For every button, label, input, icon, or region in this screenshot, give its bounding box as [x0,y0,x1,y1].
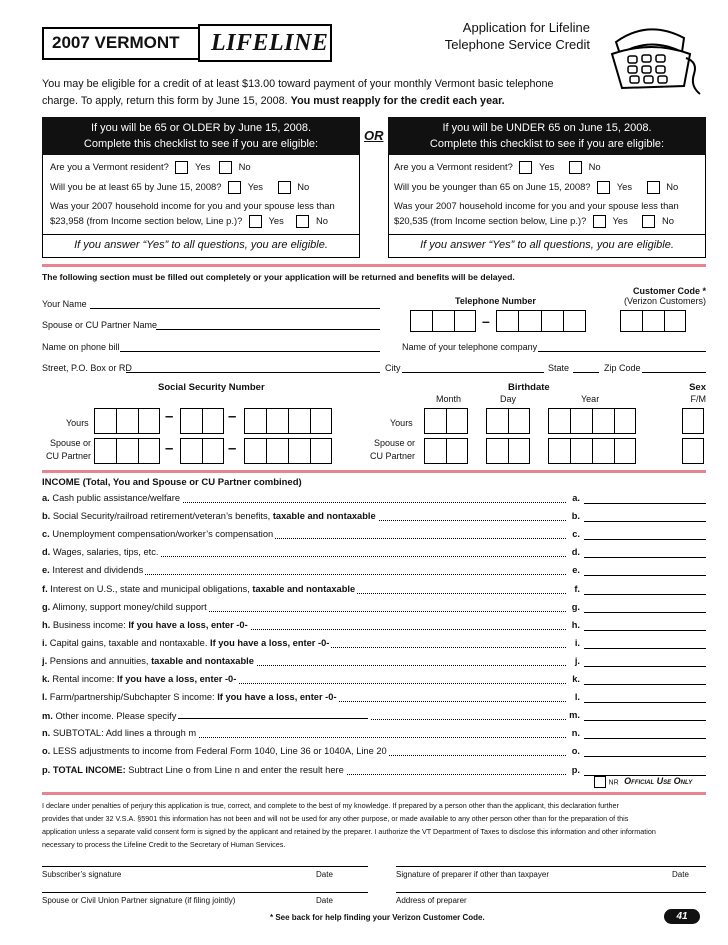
income-row-letter: k. [42,674,50,684]
cell-div [508,438,509,464]
income-row [42,547,706,565]
income-row-text: Unemployment compensation/worker’s compensation [52,529,274,540]
your-name-label: Your Name [42,299,87,309]
no-label: No [316,215,329,226]
income-row [42,584,706,602]
cell-div [446,408,447,434]
zip-field[interactable] [642,372,706,373]
company-label: Name of your telephone company [402,342,538,352]
cell-div [508,408,509,434]
cell-div [592,438,593,464]
income-row [42,565,706,583]
income-row-label [42,638,331,648]
cell-div [202,408,203,434]
right-q2 [394,181,678,194]
left-checklist-header [42,117,360,155]
subscriber-signature-field[interactable] [42,866,368,867]
no-label: No [238,161,251,172]
right-checklist-footer: If you answer “Yes” to all questions, you are eligible. [420,239,674,251]
left-q2 [50,181,309,194]
income-row-label [42,765,346,775]
income-row-letter: e. [42,565,50,576]
day-label: Day [500,394,517,404]
income-row-line-letter: f. [566,584,580,594]
cell-div [541,310,542,332]
income-row-letter: n. [42,728,51,739]
spouse-birth-label-2: CU Partner [370,451,416,461]
or-label: OR [364,128,384,143]
no-label: No [666,181,679,192]
income-row-label [42,728,198,738]
income-row-letter: h. [42,619,51,630]
yes-label: Yes [195,161,211,172]
income-row-label [42,529,275,539]
city-label: City [385,363,401,373]
income-row-bold-text: taxable and nontaxable [272,511,376,522]
intro-line2 [42,95,505,107]
left-q3b [50,215,328,228]
income-row-bold-text: taxable and nontaxable [151,655,254,666]
left-q1-text: Are you a Vermont resident? [50,161,169,172]
cell-div [432,310,433,332]
page-number: 41 [664,909,700,924]
income-amount-field[interactable] [584,630,706,631]
left-q2-text: Will you be at least 65 by June 15, 2008? [50,181,222,192]
no-label: No [297,181,310,192]
yes-label: Yes [612,215,628,226]
income-row-text: Subtract Line o from Line n and enter the result here [125,764,344,775]
income-row [42,656,706,674]
left-q1-no-checkbox[interactable] [219,161,232,174]
declaration-line: I declare under penalties of perjury this application is true, correct, and complete to the best of my knowledge. If prepared by a person other than the applicant, this declaration further [42,801,619,810]
section-separator [42,264,706,267]
spouse-signature-field[interactable] [42,892,368,893]
income-row-line-letter: k. [566,674,580,684]
income-amount-field[interactable] [584,648,706,649]
income-row [42,674,706,692]
no-label: No [588,161,601,172]
right-q3-no-checkbox[interactable] [642,215,655,228]
income-row [42,620,706,638]
spouse-birth-label-1: Spouse or [374,438,416,448]
customer-code-sub: (Verizon Customers) [623,296,706,306]
income-row-bold-text: TOTAL INCOME: [52,764,126,775]
income-row-line-letter: a. [566,493,580,503]
left-divider [42,234,360,235]
income-row-line-letter: b. [566,511,580,521]
declaration-line: application unless a separate valid consent form is signed by the applicant and retained by the preparer. I authorize the VT Department of Taxes to disclose this information and other information [42,827,656,836]
intro-reapply: You must reapply for the credit each year. [290,95,505,107]
yes-label: Yes [247,181,263,192]
left-checklist-footer: If you answer “Yes” to all questions, you are eligible. [74,239,328,251]
right-q3a: Was your 2007 household income for you and your spouse less than [394,200,679,211]
right-checklist-head1: If you will be UNDER 65 on June 15, 2008. [442,122,652,134]
income-row-line-letter: c. [566,529,580,539]
income-row-label [42,584,357,594]
right-q1-no-checkbox[interactable] [569,161,582,174]
income-row [42,710,706,728]
income-row-label [42,710,370,721]
income-amount-field[interactable] [584,521,706,522]
income-row-text: Farm/partnership/Subchapter S income: [49,692,218,703]
cell-div [570,438,571,464]
name-on-bill-field[interactable] [120,351,380,352]
right-q3b-text: $20,535 (from Income section below, Line p.)? [394,215,587,226]
cell-div [570,408,571,434]
income-amount-field[interactable] [584,666,706,667]
declaration [42,799,706,851]
preparer-signature-label: Signature of preparer if other than taxpayer [396,870,549,879]
income-row [42,638,706,656]
official-use [594,776,692,788]
cell-div [288,438,289,464]
income-row-text: SUBTOTAL: Add lines a through m [52,728,197,739]
income-row-letter: o. [42,746,51,757]
section-notice: The following section must be filled out completely or your application will be returned and benefits will be delayed. [42,272,515,282]
sex-sub-label: F/M [690,394,706,404]
income-row-letter: d. [42,547,51,558]
state-label: State [548,363,570,373]
ssn-label: Social Security Number [158,382,265,393]
cell-div [138,408,139,434]
yes-label: Yes [539,161,555,172]
street-label: Street, P.O. Box or RD [42,363,132,373]
yours-label: Yours [66,418,89,428]
cell-div [446,438,447,464]
yours-ssn-part1[interactable] [94,408,160,434]
right-divider [388,234,706,235]
income-row-letter: g. [42,601,51,612]
right-q1 [394,161,601,174]
left-q3-no-checkbox[interactable] [296,215,309,228]
yours-label-birth: Yours [390,418,413,428]
income-row-label [42,565,145,575]
cell-div [592,408,593,434]
left-q3b-text: $23,958 (from Income section below, Line p.)? [50,215,243,226]
sex-label: Sex [689,382,706,393]
cell-div [266,408,267,434]
income-row-label [42,547,160,557]
income-amount-field[interactable] [584,756,706,757]
lifeline-logo: LIFELINE [211,30,329,56]
income-row-letter: l. [42,692,48,703]
street-field[interactable] [126,372,380,373]
income-row-bold-text: taxable and nontaxable [252,583,356,594]
left-checklist-head2: Complete this checklist to see if you are eligible: [83,138,319,150]
income-row-text: Interest on U.S., state and municipal obligations, [50,583,253,594]
income-row-text: Cash public assistance/welfare [52,493,180,503]
section-separator [42,792,706,795]
spouse-sex-field[interactable] [682,438,704,464]
cell-div [664,310,665,332]
preparer-address-label: Address of preparer [396,896,467,905]
name-on-bill-label: Name on phone bill [42,342,120,352]
income-row-text: Pensions and annuities, [49,655,152,666]
left-checklist-head1: If you will be 65 or OLDER by June 15, 2008. [90,122,312,134]
telephone-number-label: Telephone Number [455,296,536,306]
income-row-letter: j. [42,655,48,666]
income-row-text: Interest and dividends [52,565,144,576]
income-row [42,746,706,764]
income-row-line-letter: j. [566,656,580,666]
cell-div [518,310,519,332]
company-field[interactable] [538,351,706,352]
left-q3-yes-checkbox[interactable] [249,215,262,228]
official-nr-label: NR [608,779,619,787]
right-q1-yes-checkbox[interactable] [519,161,532,174]
header-title-line1: Application for Lifeline [462,20,590,35]
cell-div [614,438,615,464]
right-q2-yes-checkbox[interactable] [597,181,610,194]
telephone-icon [598,14,708,104]
ssn-dash: – [165,440,174,457]
income-row [42,493,706,511]
left-q2-no-checkbox[interactable] [278,181,291,194]
income-row-label [42,602,209,612]
declaration-line: provides that under 32 V.S.A. §5901 this information has not been and will not be used for any other purpose, or made available to any other person other than for the preparation of this [42,814,629,823]
spouse-label-2: CU Partner [46,451,92,461]
official-use-label: Official Use Only [624,776,693,787]
income-amount-field[interactable] [584,594,706,595]
income-title: INCOME (Total, You and Spouse or CU Partner combined) [42,477,302,488]
cell-div [454,310,455,332]
left-q1-yes-checkbox[interactable] [175,161,188,174]
yes-label: Yes [616,181,633,192]
income-row-bold-text: If you have a loss, enter -0- [116,674,237,684]
cell-div [642,310,643,332]
income-row-text: LESS adjustments to income from Federal Form 1040, Line 36 or 1040A, Line 20 [52,746,387,757]
income-row-line-letter: h. [566,620,580,630]
preparer-address-field[interactable] [396,892,706,893]
income-row-label [42,692,339,702]
date-label: Date [316,896,333,905]
income-amount-field[interactable] [584,557,706,558]
income-row-text: Alimony, support money/child support [52,601,207,612]
city-field[interactable] [402,372,544,373]
phone-dash: – [482,313,490,329]
left-q1 [50,161,251,174]
income-row-label [42,746,389,756]
income-row [42,728,706,746]
left-q3a: Was your 2007 household income for you and your spouse less than [50,200,335,211]
official-nr-checkbox[interactable] [594,776,606,788]
your-name-field[interactable] [90,308,380,309]
header-year-state: 2007 VERMONT [52,33,180,52]
other-income-specify-field[interactable] [178,710,368,719]
income-amount-field[interactable] [584,720,706,721]
yours-sex-field[interactable] [682,408,704,434]
income-row-text: Business income: [52,619,129,630]
cell-div [116,438,117,464]
spouse-name-field[interactable] [156,329,380,330]
income-amount-field[interactable] [584,684,706,685]
income-row-label [42,674,238,684]
birthdate-label: Birthdate [508,382,550,393]
intro-deadline: charge. To apply, return this form by June 15, 2008. [42,95,288,107]
cell-div [266,438,267,464]
income-row-line-letter: d. [566,547,580,557]
income-row-line-letter: g. [566,602,580,612]
date-label: Date [316,870,333,879]
phone-area-code[interactable] [410,310,476,332]
right-q3b [394,215,674,228]
income-row [42,511,706,529]
income-row-label [42,511,378,521]
cell-div [138,438,139,464]
income-row-letter: m. [42,711,53,722]
income-row-line-letter: m. [566,710,580,720]
left-q2-yes-checkbox[interactable] [228,181,241,194]
income-row-letter: a. [42,493,50,503]
footnote: * See back for help finding your Verizon Customer Code. [270,913,485,922]
right-checklist-head2: Complete this checklist to see if you are eligible: [429,138,665,150]
section-separator [42,470,706,473]
yes-label: Yes [268,215,284,226]
preparer-signature-field[interactable] [396,866,706,867]
year-label: Year [581,394,600,404]
right-q2-text: Will you be younger than 65 on June 15, 2008? [394,181,591,192]
income-row-bold-text: If you have a loss, enter -0- [210,637,330,648]
income-row-line-letter: p. [566,765,580,775]
income-row-label [42,620,250,630]
income-row-letter: c. [42,529,50,540]
spouse-ssn-part1[interactable] [94,438,160,464]
income-row-text: Capital gains, taxable and nontaxable. [49,637,210,648]
cell-div [310,408,311,434]
customer-code-label: Customer Code * [632,286,706,296]
income-amount-field[interactable] [584,612,706,613]
right-q2-no-checkbox[interactable] [647,181,660,194]
cell-div [563,310,564,332]
income-row-letter: p. [42,764,51,775]
income-amount-field[interactable] [584,702,706,703]
no-label: No [662,215,675,226]
income-row-text: Wages, salaries, tips, etc. [52,547,159,558]
ssn-dash: – [165,408,174,425]
customer-code-field[interactable] [620,310,686,332]
income-row-letter: i. [42,637,48,648]
income-row-line-letter: i. [566,638,580,648]
intro-line1: You may be eligible for a credit of at least $13.00 toward payment of your monthly Vermont basic telephone [42,78,554,90]
income-row-line-letter: l. [566,692,580,702]
income-row-line-letter: n. [566,728,580,738]
right-q3-yes-checkbox[interactable] [593,215,606,228]
zip-label: Zip Code [604,363,641,373]
income-row-letter: b. [42,511,51,522]
income-amount-field[interactable] [584,738,706,739]
date-label: Date [672,870,689,879]
income-row-bold-text: If you have a loss, enter -0- [128,619,248,630]
income-row-bold-text: If you have a loss, enter -0- [217,692,337,703]
income-row-label [42,493,182,503]
income-amount-field[interactable] [584,539,706,540]
declaration-line: necessary to process the Lifeline Credit to the Secretary of Human Services. [42,840,286,849]
income-row-label [42,656,256,666]
income-row [42,692,706,710]
income-amount-field[interactable] [584,575,706,576]
income-row-line-letter: e. [566,565,580,575]
cell-div [116,408,117,434]
cell-div [288,408,289,434]
month-label: Month [436,394,462,404]
income-row-text: Social Security/railroad retirement/veteran’s benefits, [52,511,273,522]
cell-div [202,438,203,464]
cell-div [310,438,311,464]
income-row [42,529,706,547]
state-field[interactable] [573,372,599,373]
subscriber-signature-label: Subscriber’s signature [42,870,122,879]
income-row-letter: f. [42,583,48,594]
income-row-line-letter: o. [566,746,580,756]
cell-div [614,408,615,434]
spouse-label-1: Spouse or [50,438,92,448]
right-checklist-header [388,117,706,155]
income-row [42,602,706,620]
ssn-dash: – [228,440,237,457]
right-q1-text: Are you a Vermont resident? [394,161,513,172]
ssn-dash: – [228,408,237,425]
income-row-text: Other income. Please specify [55,711,177,722]
income-row-text: Rental income: [52,674,117,684]
income-amount-field[interactable] [584,503,706,504]
spouse-name-label: Spouse or CU Partner Name [42,320,158,330]
spouse-signature-label: Spouse or Civil Union Partner signature (if filing jointly) [42,896,236,905]
header-title-line2: Telephone Service Credit [444,37,590,52]
